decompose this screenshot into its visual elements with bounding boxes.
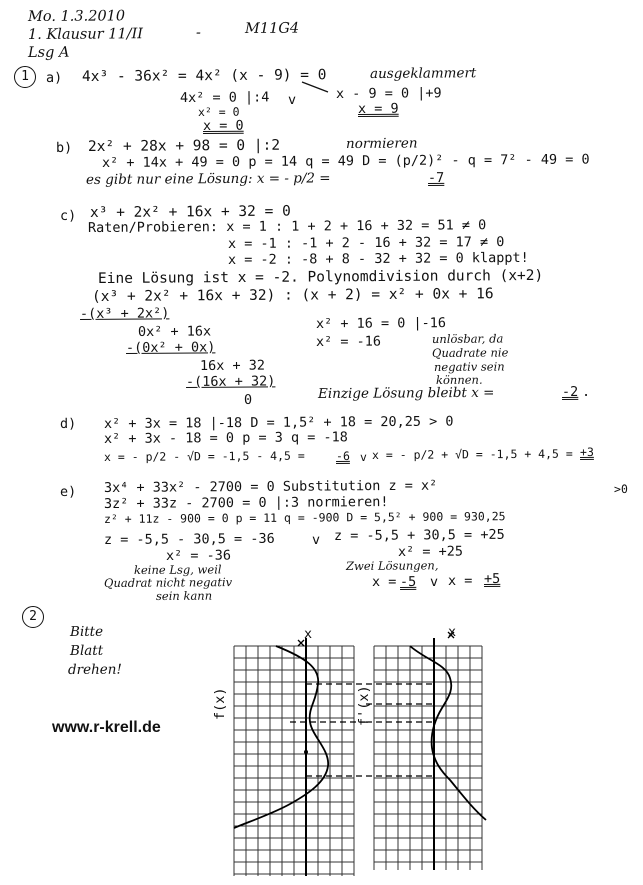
part-c-final-end: .: [581, 383, 591, 400]
part-a-left1: 4x² = 0 |:4: [179, 89, 270, 106]
part-a-arrow-stroke: [300, 80, 330, 94]
part-c-r6: können.: [435, 372, 483, 387]
part-e-r7a: x =: [371, 573, 397, 590]
graph-f-point: [304, 750, 308, 754]
part-c-div-step5: -(16x + 32): [185, 373, 276, 390]
part-e-line4b: z = -5,5 + 30,5 = +25: [333, 526, 505, 544]
part-c-line1: x³ + 2x² + 16x + 32 = 0: [89, 203, 291, 221]
part-d-res1: -6: [335, 448, 350, 463]
part-a-line1: 4x³ - 36x² = 4x² (x - 9) = 0: [81, 67, 327, 85]
part-e-line4a: z = -5,5 - 30,5 = -36: [103, 530, 275, 548]
part-d-line2: x² + 3x - 18 = 0 p = 3 q = -18: [103, 429, 348, 447]
header-date: Mo. 1.3.2010: [27, 8, 126, 25]
header-solution: Lsg A: [27, 44, 70, 61]
task2-number-circle: [22, 606, 44, 628]
graph-fprime: [366, 624, 496, 878]
part-e-r5: x² = +25: [397, 543, 464, 560]
part-e-gt0: >0: [613, 481, 628, 496]
website-url: www.r-krell.de: [52, 719, 161, 736]
graph-f-curve: [234, 646, 328, 828]
part-d-line3a: x = - p/2 - √D = -1,5 - 4,5 =: [103, 448, 305, 464]
part-c-r1: x² + 16 = 0 |-16: [315, 315, 447, 332]
part-d-or: v: [359, 449, 367, 464]
part-e-r7c: v: [429, 573, 439, 590]
part-e-r7d: x =: [447, 572, 473, 589]
header-exam: 1. Klausur 11/II: [27, 26, 144, 43]
part-c-line3: x = -1 : -1 + 2 - 16 + 32 = 17 ≠ 0: [227, 234, 505, 252]
part-c-r3: unlösbar, da: [431, 331, 504, 346]
part-b-line3: es gibt nur eine Lösung: x = - p/2 =: [85, 170, 331, 188]
task2-note1: Bitte: [69, 623, 104, 640]
task2-note3: drehen!: [67, 661, 122, 678]
part-e-line3: z² + 11z - 900 = 0 p = 11 q = -900 D = 5,5² + 900 = 930,25: [103, 509, 506, 526]
part-c-r4: Quadrate nie: [431, 345, 509, 360]
part-c-r5: negativ sein: [433, 359, 505, 374]
part-d-res2: +3: [579, 444, 594, 459]
part-e-line2: 3z² + 33z - 2700 = 0 |:3 normieren!: [103, 494, 389, 512]
part-e-label: e): [59, 483, 77, 500]
header-dash: -: [195, 24, 201, 41]
graph-fprime-axis-x-label: x: [447, 623, 457, 640]
part-e-r6: Zwei Lösungen,: [345, 558, 439, 573]
part-c-div-step2: 0x² + 16x: [137, 323, 212, 340]
part-c-div-step3: -(0x² + 0x): [125, 339, 216, 356]
task2-note2: Blatt: [69, 642, 104, 659]
graph-f: [220, 624, 365, 878]
part-c-line5: Eine Lösung ist x = -2. Polynomdivision durch (x+2): [97, 267, 544, 287]
graph-fprime-curve: [410, 646, 486, 820]
part-b-label: b): [55, 139, 73, 156]
part-a-right2: x = 9: [357, 100, 399, 117]
part-e-r7b: -5: [399, 573, 417, 590]
part-c-final-value: -2: [561, 383, 579, 400]
part-c-div-step6: 0: [243, 391, 253, 408]
graph-f-axis-y-label: f(x): [212, 687, 228, 720]
part-d-line3b: x = - p/2 + √D = -1,5 + 4,5 =: [371, 446, 573, 462]
part-b-note: normieren: [345, 135, 418, 152]
part-d-label: d): [59, 415, 77, 432]
part-e-r7e: +5: [483, 570, 501, 587]
part-a-or: v: [287, 91, 297, 108]
part-e-or: v: [311, 531, 321, 548]
task2-number: 2: [29, 609, 37, 624]
graph-f-grid: [234, 646, 354, 876]
part-c-line4: x = -2 : -8 + 8 - 32 + 32 = 0 klappt!: [227, 249, 529, 268]
part-e-l7: Quadrat nicht negativ: [103, 575, 233, 590]
part-c-div-step1: -(x³ + 2x²): [79, 305, 170, 322]
part-e-l8: sein kann: [155, 588, 213, 603]
graph-f-axis-x-label: x: [303, 625, 313, 642]
task1-number: 1: [21, 69, 29, 84]
part-c-final: Einzige Lösung bleibt x =: [317, 384, 495, 402]
part-c-line2: Raten/Probieren: x = 1 : 1 + 2 + 16 + 32 = 51 ≠ 0: [87, 217, 487, 236]
part-b-line2: x² + 14x + 49 = 0 p = 14 q = 49 D = (p/2)² - q = 7² - 49 = 0: [101, 151, 590, 171]
part-a-right1: x - 9 = 0 |+9: [335, 85, 442, 102]
part-e-l6: keine Lsg, weil: [133, 562, 222, 577]
task1-number-circle: [14, 66, 36, 88]
part-e-line1: 3x⁴ + 33x² - 2700 = 0 Substitution z = x²: [103, 477, 438, 496]
graph-fprime-axis-y-label: f'(x): [356, 685, 372, 726]
header-code: M11G4: [244, 20, 300, 37]
part-b-line1: 2x² + 28x + 98 = 0 |:2: [87, 137, 281, 155]
part-a-note: ausgeklammert: [369, 65, 477, 82]
part-c-label: c): [59, 207, 77, 224]
graph-fprime-grid: [374, 646, 482, 870]
part-e-l5: x² = -36: [165, 547, 232, 564]
part-a-label: a): [45, 69, 63, 86]
part-c-div-step4: 16x + 32: [199, 357, 266, 374]
part-b-result: -7: [427, 169, 445, 186]
part-d-line1: x² + 3x = 18 |-18 D = 1,5² + 18 = 20,25 > 0: [103, 413, 454, 432]
part-c-division: (x³ + 2x² + 16x + 32) : (x + 2) = x² + 0x + 16: [91, 286, 494, 305]
part-a-left2: x² = 0: [197, 104, 240, 119]
part-c-r2: x² = -16: [315, 333, 382, 350]
part-a-left3: x = 0: [202, 117, 244, 134]
